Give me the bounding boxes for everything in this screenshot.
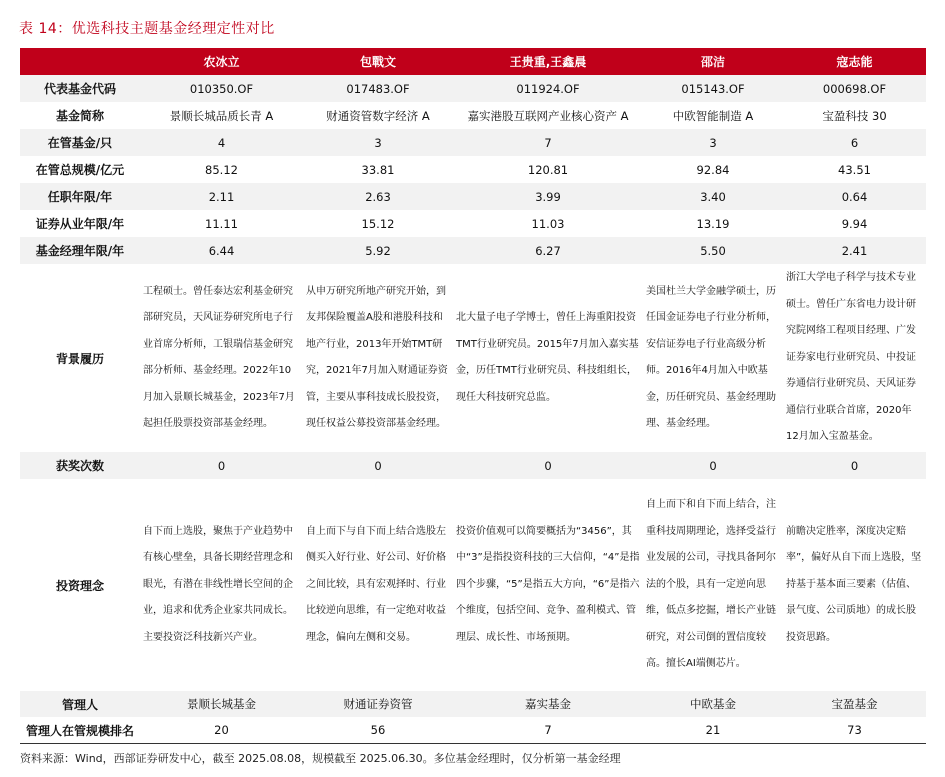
cell: 景顺长城品质长青 A xyxy=(140,102,303,129)
cell: 嘉实港股互联网产业核心资产 A xyxy=(453,102,643,129)
cell: 0 xyxy=(140,452,303,479)
cell: 2.11 xyxy=(140,183,303,210)
header-manager: 王贵重,王鑫晨 xyxy=(453,48,643,75)
philosophy-text: 自下而上选股，聚焦于产业趋势中有核心壁垒，具备长期经营理念和眼光，有潜在非线性增长空间的企业，追求和优秀企业家共同成长。主要投资泛科技新兴产业。 xyxy=(143,525,293,643)
cell: 5.50 xyxy=(643,237,783,264)
row-label: 任职年限/年 xyxy=(20,183,140,210)
cell: 3.40 xyxy=(643,183,783,210)
background-text: 浙江大学电子科学与技术专业硕士。曾任广东省电力设计研究院网络工程项目经理、广发证券家电行业研究员、中投证券通信行业研究员、天风证券通信行业联合首席，2020年12月加入宝盈基金。 xyxy=(786,272,916,443)
cell: 6 xyxy=(783,129,926,156)
cell: 中欧基金 xyxy=(643,691,783,717)
header-corner xyxy=(20,48,140,75)
cell: 宝盈基金 xyxy=(783,691,926,717)
cell: 43.51 xyxy=(783,156,926,183)
table-row xyxy=(20,691,926,717)
table-row xyxy=(20,75,926,102)
row-label: 代表基金代码 xyxy=(20,75,140,102)
table-row-background xyxy=(20,264,926,452)
philosophy-text: 自上而下和自下而上结合，注重科技周期理论，选择受益行业发展的公司，寻找具备阿尔法的个股，具有一定逆向思维，低点多挖掘，增长产业链研究，对公司倒的置信度较高。擅长AI端侧芯片。 xyxy=(646,499,776,670)
cell-paragraph xyxy=(783,264,926,452)
cell: 3.99 xyxy=(453,183,643,210)
cell: 11.11 xyxy=(140,210,303,237)
table-row xyxy=(20,717,926,743)
cell: 0 xyxy=(783,452,926,479)
table-title: 表 14：优选科技主题基金经理定性对比 xyxy=(19,21,275,37)
header-row xyxy=(20,48,926,75)
background-text: 美国杜兰大学金融学硕士，历任国金证券电子行业分析师，安信证券电子行业高级分析师。2016年4月加入中欧基金，历任研究员、基金经理助理、基金经理。 xyxy=(646,285,776,429)
background-text: 北大量子电子学博士，曾任上海重阳投资TMT行业研究员。2015年7月加入嘉实基金，历任TMT行业研究员、科技组组长，现任大科技研究总监。 xyxy=(456,312,639,403)
row-label: 管理人在管规模排名 xyxy=(20,717,140,743)
cell: 000698.OF xyxy=(783,75,926,102)
cell: 4 xyxy=(140,129,303,156)
philosophy-text: 投资价值观可以简要概括为“3456”，其中“3”是指投资科技的三大信仰，“4”是指四个步骤，“5”是指五大方向，“6”是指六个维度，包括空间、竞争、盈利模式、管理层、成长性、市场预期。 xyxy=(456,525,640,643)
cell: 0 xyxy=(303,452,453,479)
cell: 中欧智能制造 A xyxy=(643,102,783,129)
header-manager: 包戰文 xyxy=(303,48,453,75)
cell: 011924.OF xyxy=(453,75,643,102)
source-note: 资料来源：Wind，西部证券研发中心，截至 2025.08.08，规模截至 2025.06.30。多位基金经理时，仅分析第一基金经理 xyxy=(20,752,621,765)
cell: 6.27 xyxy=(453,237,643,264)
row-label: 证券从业年限/年 xyxy=(20,210,140,237)
cell: 15.12 xyxy=(303,210,453,237)
table-row-philosophy xyxy=(20,479,926,691)
table-row xyxy=(20,156,926,183)
background-text: 工程硕士。曾任泰达宏利基金研究部研究员，天风证券研究所电子行业首席分析师，工银瑞信基金研究部分析师、基金经理。2022年10月加入景顺长城基金，2023年7月起担任股票投资部基金经理。 xyxy=(143,285,295,429)
cell-paragraph xyxy=(140,479,303,691)
cell: 11.03 xyxy=(453,210,643,237)
cell: 9.94 xyxy=(783,210,926,237)
cell: 21 xyxy=(643,717,783,743)
cell: 0.64 xyxy=(783,183,926,210)
background-text: 从申万研究所地产研究开始，到友邦保险覆盖A股和港股科技和地产行业，2013年开始TMT研究，2021年7月加入财通证券资管，主要从事科技成长股投资，现任权益公募投资部基金经理。 xyxy=(306,285,448,429)
cell-paragraph xyxy=(140,264,303,452)
table-row xyxy=(20,102,926,129)
cell-paragraph xyxy=(643,264,783,452)
philosophy-text: 自上而下与自下而上结合选股左侧买入好行业、好公司、好价格之间比较，具有宏观择时、行业比较逆向思维，有一定绝对收益理念，偏向左侧和交易。 xyxy=(306,525,446,643)
cell: 5.92 xyxy=(303,237,453,264)
cell: 010350.OF xyxy=(140,75,303,102)
cell: 120.81 xyxy=(453,156,643,183)
cell-paragraph xyxy=(303,479,453,691)
cell: 6.44 xyxy=(140,237,303,264)
cell-paragraph xyxy=(783,479,926,691)
header-manager: 寇志能 xyxy=(783,48,926,75)
table-row xyxy=(20,210,926,237)
cell: 7 xyxy=(453,129,643,156)
cell: 56 xyxy=(303,717,453,743)
table-row xyxy=(20,237,926,264)
philosophy-text: 前瞻决定胜率，深度决定赔率”，偏好从自下而上选股，坚持基于基本面三要素（估值、景气度、公司质地）的成长股投资思路。 xyxy=(786,525,922,643)
cell: 85.12 xyxy=(140,156,303,183)
cell-paragraph xyxy=(453,264,643,452)
row-label: 基金简称 xyxy=(20,102,140,129)
cell: 财通证券资管 xyxy=(303,691,453,717)
row-label: 管理人 xyxy=(20,691,140,717)
cell: 33.81 xyxy=(303,156,453,183)
cell: 嘉实基金 xyxy=(453,691,643,717)
row-label: 背景履历 xyxy=(20,264,140,452)
cell: 13.19 xyxy=(643,210,783,237)
cell: 015143.OF xyxy=(643,75,783,102)
comparison-table xyxy=(20,48,926,743)
table-bottom-rule xyxy=(20,743,926,744)
cell: 20 xyxy=(140,717,303,743)
row-label: 投资理念 xyxy=(20,479,140,691)
cell: 7 xyxy=(453,717,643,743)
header-manager: 邵洁 xyxy=(643,48,783,75)
cell: 3 xyxy=(643,129,783,156)
table-row xyxy=(20,183,926,210)
cell: 2.63 xyxy=(303,183,453,210)
cell: 宝盈科技 30 xyxy=(783,102,926,129)
row-label: 在管基金/只 xyxy=(20,129,140,156)
cell-paragraph xyxy=(453,479,643,691)
row-label: 获奖次数 xyxy=(20,452,140,479)
row-label: 在管总规模/亿元 xyxy=(20,156,140,183)
cell: 财通资管数字经济 A xyxy=(303,102,453,129)
cell: 3 xyxy=(303,129,453,156)
table-row xyxy=(20,129,926,156)
cell-paragraph xyxy=(643,479,783,691)
cell: 0 xyxy=(453,452,643,479)
row-label: 基金经理年限/年 xyxy=(20,237,140,264)
cell: 2.41 xyxy=(783,237,926,264)
cell: 0 xyxy=(643,452,783,479)
cell: 017483.OF xyxy=(303,75,453,102)
cell-paragraph xyxy=(303,264,453,452)
cell: 92.84 xyxy=(643,156,783,183)
cell: 73 xyxy=(783,717,926,743)
cell: 景顺长城基金 xyxy=(140,691,303,717)
table-row xyxy=(20,452,926,479)
header-manager: 农冰立 xyxy=(140,48,303,75)
